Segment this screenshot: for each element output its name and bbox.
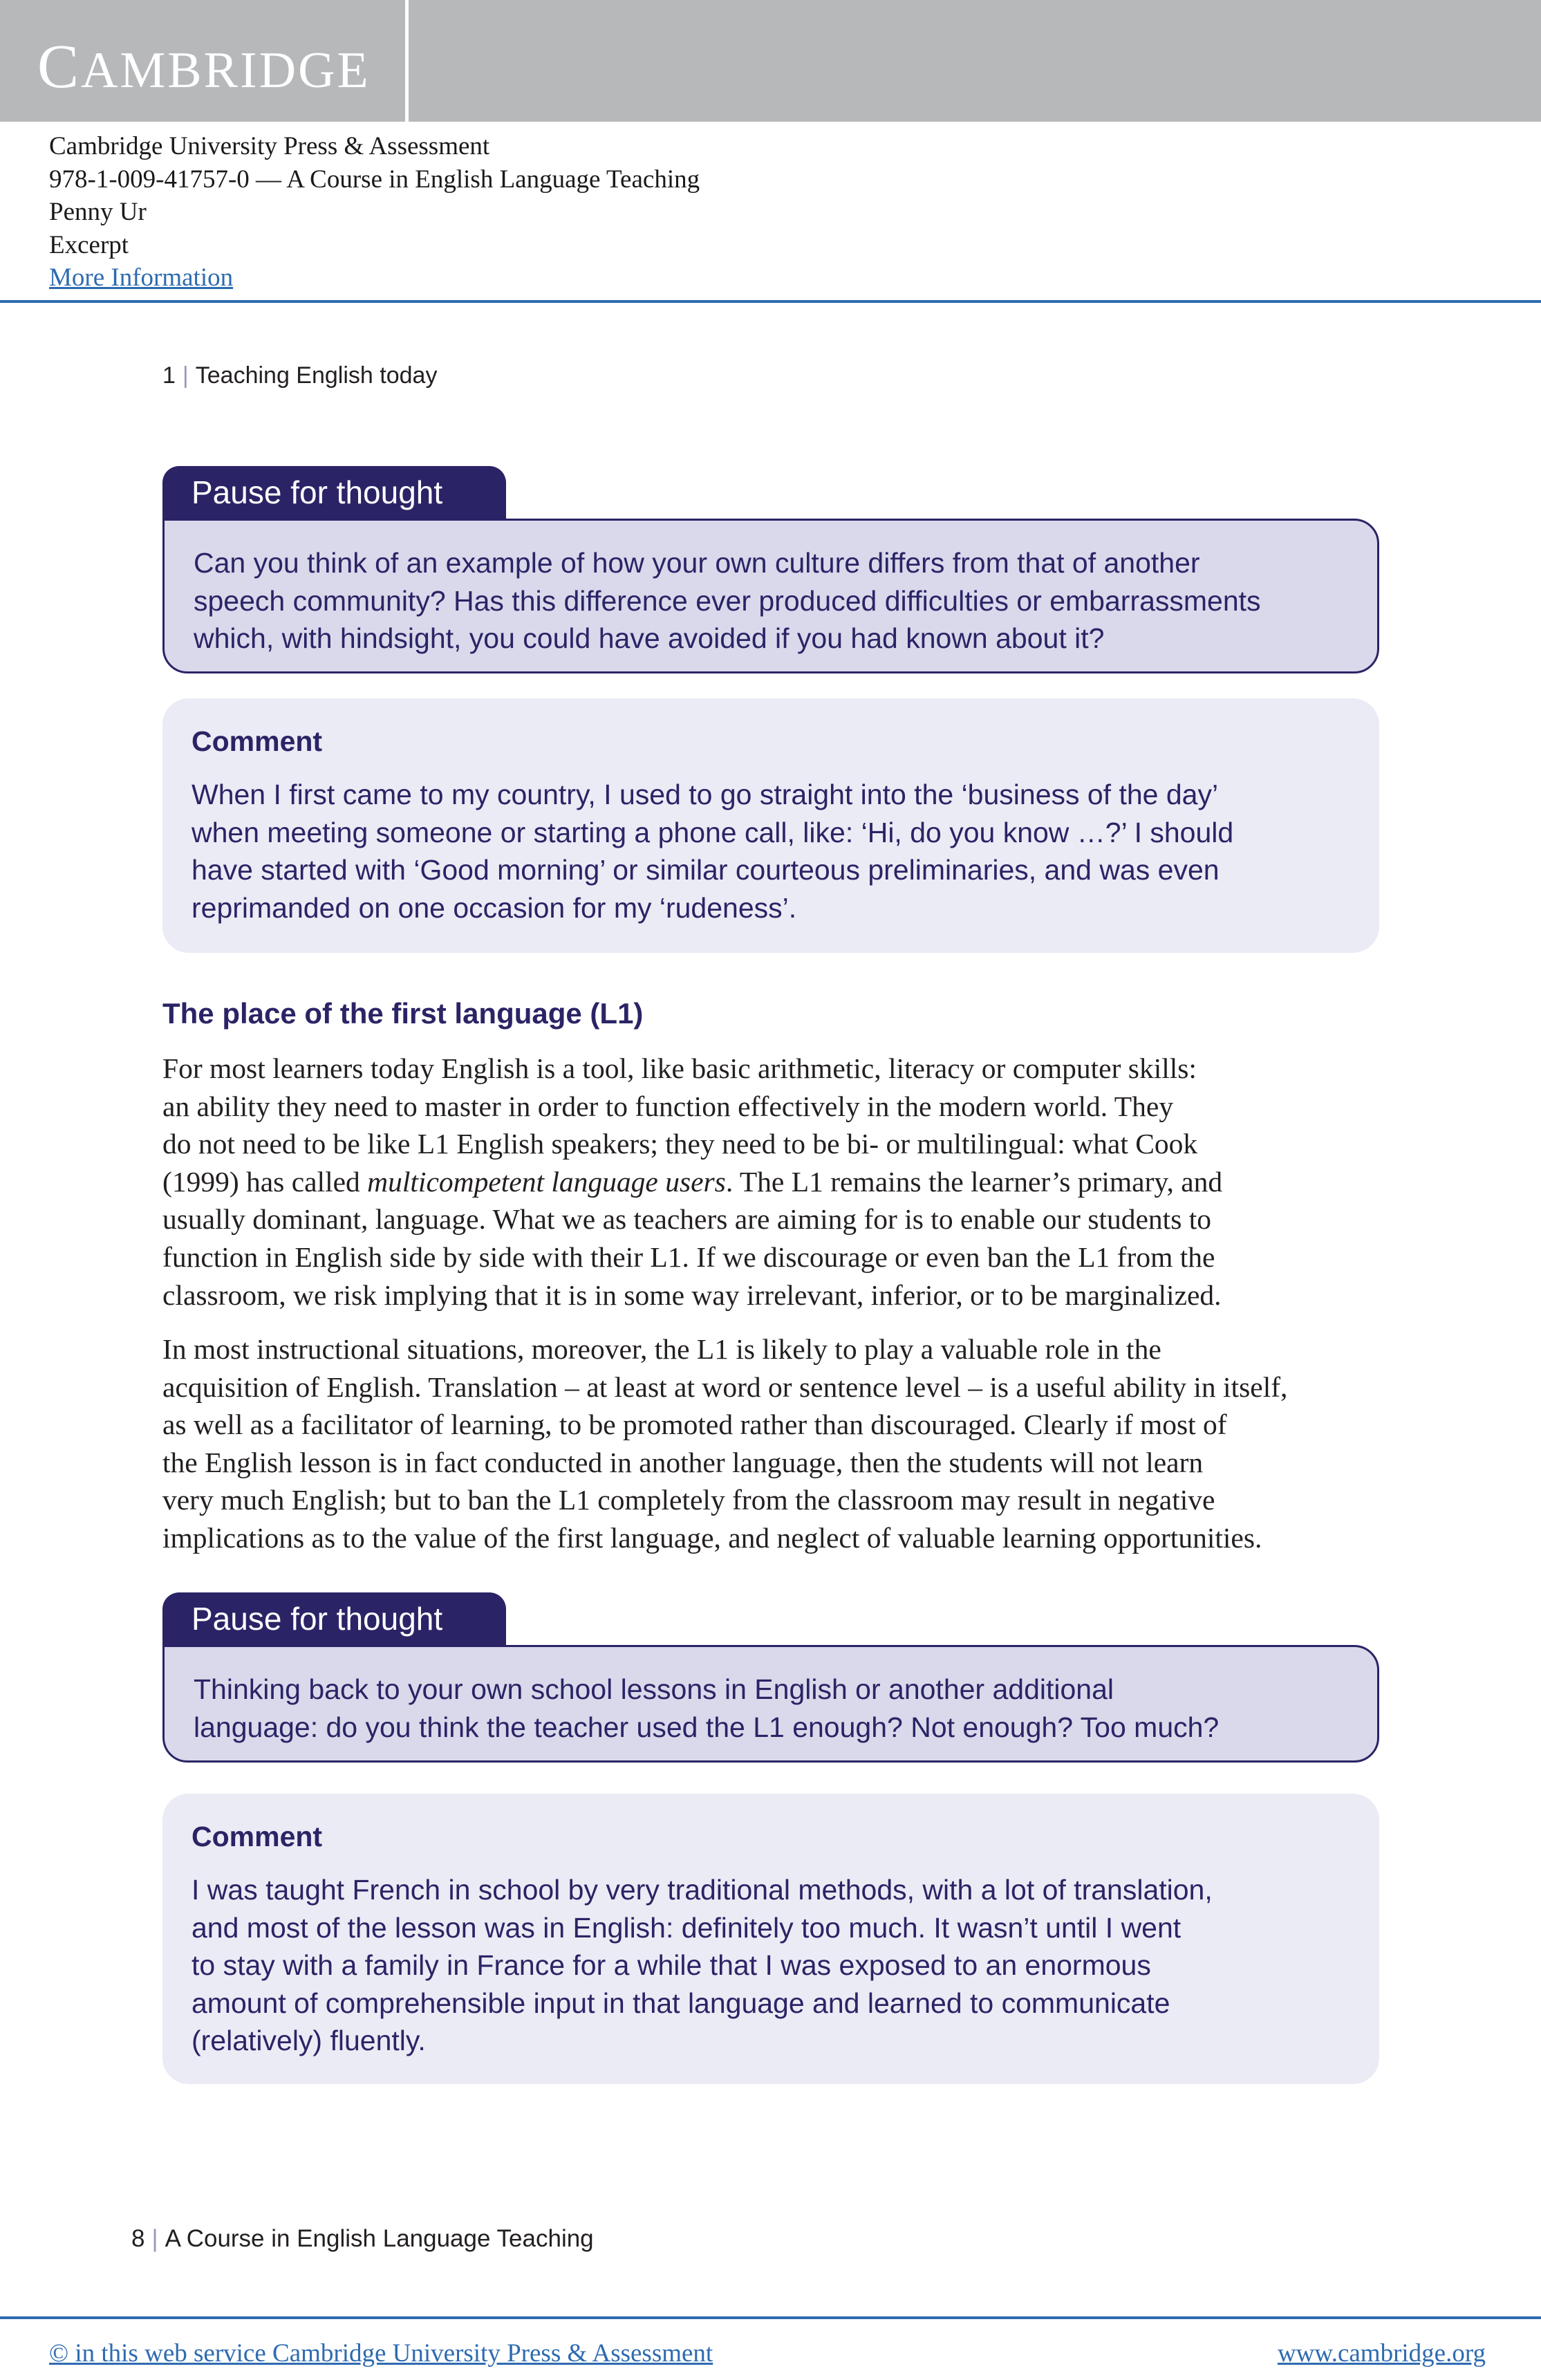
paragraph-line [162,1163,1381,1201]
logo-rest: AMBRIDGE [81,42,371,99]
author-line: Penny Ur [49,198,147,226]
pause-text-line: Can you think of an example of how your own culture differs from that of another [194,547,1200,579]
comment-text-line: to stay with a family in France for a while that I was exposed to an enormous [192,1949,1151,1981]
comment-text [192,776,1352,927]
paragraph-line: For most learners today English is a tool, like basic arithmetic, literacy or computer skills: [162,1052,1197,1084]
pause-text-line: Thinking back to your own school lessons in English or another additional [194,1673,1114,1705]
comment-text-line: when meeting someone or starting a phone call, like: ‘Hi, do you know …?’ I should [192,816,1234,848]
italic-term: multicompetent language users [367,1165,726,1198]
logo-initial: C [37,32,82,101]
comment-title: Comment [192,725,323,757]
book-metadata [49,130,700,295]
comment-title: Comment [192,1821,323,1852]
page-number: 8 [131,2225,145,2252]
separator: | [182,362,189,389]
paragraph-line: an ability they need to master in order to function effectively in the modern world. They [162,1090,1174,1122]
more-information-link[interactable]: More Information [49,263,234,292]
footer-rule [0,2316,1541,2319]
body-paragraph [162,1050,1381,1314]
header-rule [0,300,1541,303]
comment-text-line: amount of comprehensible input in that language and learned to communicate [192,1987,1170,2019]
paragraph-line: as well as a facilitator of learning, to be promoted rather than discouraged. Clearly if most of [162,1409,1227,1441]
pause-text-line: which, with hindsight, you could have avoided if you had known about it? [194,622,1105,654]
pause-for-thought-tab: Pause for thought [162,466,506,519]
paragraph-text: (1999) has called [162,1165,368,1198]
body-paragraph [162,1330,1381,1557]
comment-text [192,1871,1352,2060]
paragraph-line: function in English side by side with their L1. If we discourage or even ban the L1 from the [162,1240,1215,1273]
paragraph-line: usually dominant, language. What we as teachers are aiming for is to enable our students to [162,1203,1211,1236]
publisher-line: Cambridge University Press & Assessment [49,132,490,160]
comment-text-line: have started with ‘Good morning’ or similar courteous preliminaries, and was even [192,854,1220,886]
paragraph-line: do not need to be like L1 English speakers; they need to be bi- or multilingual: what Cook [162,1128,1198,1160]
comment-text-line: I was taught French in school by very traditional methods, with a lot of translation, [192,1874,1213,1906]
paragraph-line: classroom, we risk implying that it is in some way irrelevant, inferior, or to be marginalized. [162,1279,1222,1311]
paragraph-line: very much English; but to ban the L1 completely from the classroom may result in negative [162,1484,1215,1516]
banner-divider [405,0,409,122]
copyright-link[interactable]: © in this web service Cambridge University Press & Assessment [49,2339,713,2368]
comment-box [162,1794,1379,2084]
comment-box [162,698,1379,953]
pause-for-thought-box [162,1645,1379,1763]
section-heading: The place of the first language (L1) [162,997,644,1030]
paragraph-text: . The L1 remains the learner’s primary, and [725,1165,1223,1198]
comment-text-line: When I first came to my country, I used to go straight into the ‘business of the day’ [192,779,1219,810]
chapter-title: Teaching English today [195,362,438,389]
paragraph-line: acquisition of English. Translation – at least at word or sentence level – is a useful ability in itself, [162,1370,1288,1403]
excerpt-label: Excerpt [49,230,129,259]
pause-text-line: language: do you think the teacher used the L1 enough? Not enough? Too much? [194,1711,1220,1743]
page-folio [131,2225,594,2253]
comment-text-line: reprimanded on one occasion for my ‘rudeness’. [192,891,797,924]
book-title: A Course in English Language Teaching [165,2225,594,2252]
website-link[interactable]: www.cambridge.org [1277,2339,1486,2368]
separator: | [151,2225,158,2252]
chapter-number: 1 [162,362,176,389]
running-head [162,362,437,389]
pause-text-line: speech community? Has this difference ever produced difficulties or embarrassments [194,584,1261,617]
cambridge-logo[interactable] [37,32,371,101]
comment-text-line: (relatively) fluently. [192,2025,426,2056]
paragraph-line: implications as to the value of the first language, and neglect of valuable learning opportunities. [162,1521,1262,1554]
isbn-title-line: 978-1-009-41757-0 — A Course in English Language Teaching [49,165,700,194]
pause-for-thought-tab: Pause for thought [162,1592,506,1646]
pause-for-thought-box [162,519,1379,673]
paragraph-line: In most instructional situations, moreover, the L1 is likely to play a valuable role in the [162,1333,1161,1365]
comment-text-line: and most of the lesson was in English: definitely too much. It wasn’t until I went [192,1911,1182,1944]
paragraph-line: the English lesson is in fact conducted in another language, then the students will not learn [162,1446,1204,1478]
